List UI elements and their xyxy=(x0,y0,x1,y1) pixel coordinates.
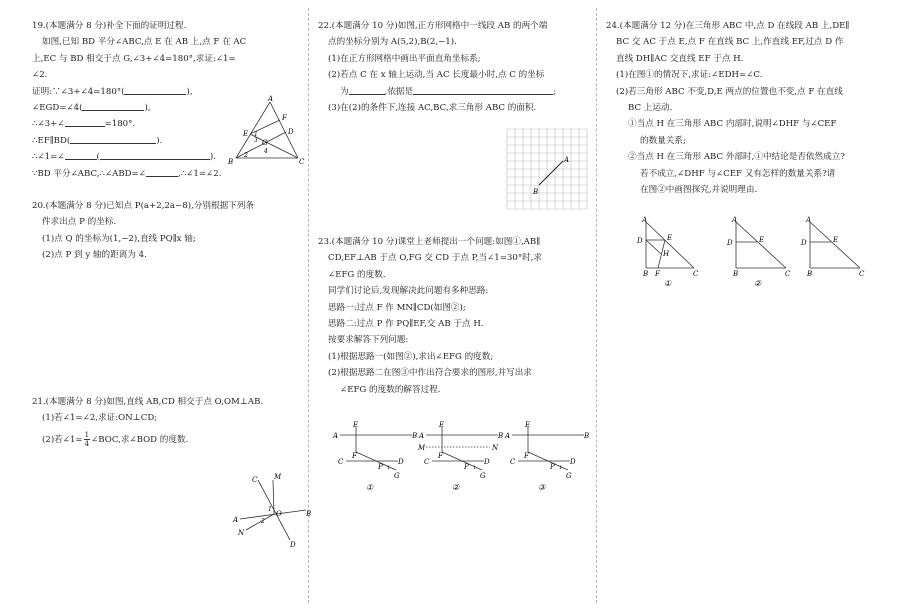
label-C: C xyxy=(785,270,791,278)
answer-blank[interactable] xyxy=(65,149,97,160)
label-P: P xyxy=(464,463,469,471)
label-D: D xyxy=(398,458,404,466)
q23-figure-3 xyxy=(504,422,588,494)
angle-label-1: 1 xyxy=(254,131,258,138)
label-G: G xyxy=(262,139,268,147)
label-E: E xyxy=(833,236,839,244)
label-B: B xyxy=(807,270,813,278)
proof-text: =180°. xyxy=(104,119,136,130)
q21-text: ∠BOC,求∠BOD 的度数. xyxy=(91,434,189,445)
label-P: P xyxy=(378,463,383,471)
q23-text-line: (1)根据思路一(如图②),求出∠EFG 的度数; xyxy=(328,351,494,362)
label-B: B xyxy=(306,510,312,518)
q24-figure-1 xyxy=(634,216,708,288)
label-A: A xyxy=(233,516,239,524)
label-A: A xyxy=(732,216,738,224)
q24-title: 24.(本题满分 12 分)在三角形 ABC 中,点 D 在线段 AB 上,DE∥ xyxy=(606,21,850,31)
proof-text: 证明:∵∠3+∠4=180°( xyxy=(32,86,125,97)
label-D: D xyxy=(288,128,294,136)
answer-blank[interactable] xyxy=(349,84,385,95)
label-A: A xyxy=(268,95,274,103)
label-C: C xyxy=(299,158,305,166)
q22-text: 为 xyxy=(340,86,349,97)
label-F: F xyxy=(352,452,357,460)
q23-text-line: ∠EFG 的度数. xyxy=(328,269,386,280)
angle-label-1: 1 xyxy=(473,465,477,471)
q22-text: ; xyxy=(553,86,557,97)
figure-caption: ① xyxy=(664,279,672,288)
figure-caption: ② xyxy=(754,279,762,288)
segment-AC xyxy=(270,102,298,158)
label-E: E xyxy=(667,234,673,242)
proof-text: ∵BD 平分∠ABC,∴∠ABD=∠ xyxy=(32,168,146,179)
answer-blank[interactable] xyxy=(70,133,156,144)
q22-condition-3: (3)在(2)的条件下,连接 AC,BC,求三角形 ABC 的面积. xyxy=(328,103,537,114)
q22-grid-figure xyxy=(506,128,588,210)
q24-figure-3 xyxy=(798,216,872,288)
label-E: E xyxy=(353,421,359,429)
figure-caption: ② xyxy=(452,483,460,492)
label-C: C xyxy=(338,458,344,466)
label-D: D xyxy=(484,458,490,466)
proof-text: ,∴∠1=∠2. xyxy=(177,168,222,179)
proof-text: ∴EF∥BD( xyxy=(32,135,71,146)
label-B: B xyxy=(228,158,234,166)
label-M: M xyxy=(418,444,426,452)
q24-text-line: 若不成立,∠DHF 与∠CEF 又有怎样的数量关系?请 xyxy=(640,168,836,179)
label-N: N xyxy=(492,444,499,452)
label-A: A xyxy=(505,432,511,440)
q21-title: 21.(本题满分 8 分)如图,直线 AB,CD 相交于点 O,OM⊥AB. xyxy=(32,397,264,407)
q21-text: (2)若∠1= xyxy=(42,434,83,445)
figure-caption: ③ xyxy=(538,483,546,492)
q23-text-line: 思路二:过点 P 作 PQ∥EF,交 AB 于点 H. xyxy=(328,319,484,330)
label-G: G xyxy=(394,472,400,480)
q24-text-line: 直线 DH∥AC 交直线 EF 于点 H. xyxy=(616,53,744,64)
q19-triangle-figure xyxy=(228,96,308,176)
label-P: P xyxy=(550,463,555,471)
angle-label-2: 2 xyxy=(244,152,248,159)
label-A: A xyxy=(642,216,648,224)
proof-text: ∠EGD=∠4( xyxy=(32,103,83,114)
q21-lines-figure xyxy=(230,470,310,550)
q22-title: 22.(本题满分 10 分)如图,正方形网格中一线段 AB 的两个端 xyxy=(318,21,548,31)
angle-label-1: 1 xyxy=(268,506,272,513)
segment-AC xyxy=(810,222,860,268)
q20-condition-1: (1)点 Q 的坐标为(1,−2),直线 PQ∥x 轴; xyxy=(42,233,196,244)
angle-label-1: 1 xyxy=(559,465,563,471)
segment-AC xyxy=(736,222,786,268)
label-C: C xyxy=(693,270,699,278)
label-F: F xyxy=(438,452,443,460)
q22-condition-2: (2)若点 C 在 x 轴上运动,当 AC 长度最小时,点 C 的坐标 xyxy=(328,70,545,81)
q24-text-line: ②当点 H 在三角形 ABC 外部时,①中结论是否依然成立? xyxy=(628,152,845,163)
q22-text-line: 点的坐标分别为 A(5,2),B(2,−1). xyxy=(328,37,457,48)
answer-blank[interactable] xyxy=(82,100,144,111)
angle-label-3: 3 xyxy=(254,137,258,144)
proof-text: ). xyxy=(156,135,163,146)
q23-figure-1 xyxy=(332,422,416,494)
question-24 xyxy=(606,18,886,288)
q19-text-line: 上,EC 与 BD 相交于点 G,∠3+∠4=180°,求证:∠1= xyxy=(32,53,236,64)
answer-blank[interactable] xyxy=(146,166,178,177)
label-E: E xyxy=(243,130,249,138)
fraction-denominator: 4 xyxy=(84,439,90,448)
label-D: D xyxy=(727,239,733,247)
q19-title: 19.(本题满分 8 分)补全下面的证明过程. xyxy=(32,21,187,31)
q24-text-line: BC 上运动. xyxy=(628,103,673,114)
q22-condition-2-cont xyxy=(318,84,590,100)
q23-text-line: 同学们讨论后,发现解决此问题有多种思路: xyxy=(328,286,489,297)
segment-AB xyxy=(539,161,563,185)
angle-label-1: 1 xyxy=(387,465,391,471)
label-E: E xyxy=(759,236,765,244)
label-E: E xyxy=(439,421,445,429)
label-F: F xyxy=(282,114,287,122)
label-B: B xyxy=(533,188,539,196)
q24-text-line: (2)若三角形 ABC 不变,D,E 两点的位置也不变,点 F 在直线 xyxy=(616,86,843,97)
proof-text: ∴∠1=∠ xyxy=(32,152,65,163)
figure-caption: ① xyxy=(366,483,374,492)
label-M: M xyxy=(274,473,282,481)
q23-figure-2 xyxy=(418,422,502,494)
proof-text: ), xyxy=(144,103,151,114)
question-22 xyxy=(318,18,590,196)
label-F: F xyxy=(655,270,660,278)
label-O: O xyxy=(276,510,282,518)
label-D: D xyxy=(637,237,643,245)
label-A: A xyxy=(333,432,339,440)
label-C: C xyxy=(424,458,430,466)
answer-blank[interactable] xyxy=(413,84,553,95)
q24-text-line: 在图②中画图探究,并说明理由. xyxy=(640,185,758,196)
proof-text: ). xyxy=(209,152,216,163)
q20-text-line: 件求出点 P 的坐标. xyxy=(42,217,117,228)
q23-text-line: 按要求解答下列问题: xyxy=(328,335,409,346)
label-B: B xyxy=(733,270,739,278)
angle-label-4: 4 xyxy=(264,148,268,155)
question-20 xyxy=(32,198,304,264)
label-D: D xyxy=(570,458,576,466)
label-C: C xyxy=(252,476,258,484)
label-D: D xyxy=(290,541,296,549)
q21-condition-2 xyxy=(32,431,304,448)
q24-text-line: BC 交 AC 于点 E,点 F 在直线 BC 上,作直线 EF,过点 D 作 xyxy=(616,37,844,48)
label-B: B xyxy=(643,270,649,278)
segment-AC xyxy=(646,222,694,268)
label-G: G xyxy=(566,472,572,480)
proof-text: ∴∠3+∠ xyxy=(32,119,65,130)
angle-label-2: 2 xyxy=(261,518,265,525)
label-G: G xyxy=(480,472,486,480)
label-D: D xyxy=(801,239,807,247)
label-F: F xyxy=(524,452,529,460)
question-21 xyxy=(32,394,312,549)
answer-blank[interactable] xyxy=(65,116,105,127)
fraction-numerator: 1 xyxy=(84,430,90,439)
proof-text: ( xyxy=(96,152,100,163)
q24-text-line: ①当点 H 在三角形 ABC 内部时,说明∠DHF 与∠CEF xyxy=(628,119,837,130)
label-B: B xyxy=(412,432,418,440)
q20-title: 20.(本题满分 8 分)已知点 P(a+2,2a−8),分别根据下列条 xyxy=(32,201,254,211)
q23-text-line: CD,EF⊥AB 于点 O,FG 交 CD 于点 P,当∠1=30°时,求 xyxy=(328,253,543,264)
q22-text: ,依据是 xyxy=(384,86,414,97)
label-A: A xyxy=(806,216,812,224)
q22-condition-1: (1)在正方形网格中画出平面直角坐标系; xyxy=(328,53,481,64)
q24-figure-2 xyxy=(724,216,798,288)
label-A: A xyxy=(419,432,425,440)
q21-condition-1: (1)若∠1=∠2,求证:ON⊥CD; xyxy=(42,413,158,424)
q23-text-line: 思路一:过点 F 作 MN∥CD(如图②); xyxy=(328,302,466,313)
question-19 xyxy=(32,18,304,182)
label-C: C xyxy=(510,458,516,466)
answer-blank[interactable] xyxy=(124,84,186,95)
label-N: N xyxy=(238,529,245,537)
line-DH xyxy=(646,240,661,254)
q23-title: 23.(本题满分 10 分)课堂上老师提出一个问题:如图①,AB∥ xyxy=(318,237,541,247)
q23-text-line: ∠EFG 的度数的解答过程. xyxy=(340,384,441,395)
q19-text-line: ∠2. xyxy=(32,70,48,81)
label-C: C xyxy=(859,270,865,278)
label-A: A xyxy=(564,156,570,164)
q20-condition-2: (2)点 P 到 y 轴的距离为 4. xyxy=(42,250,147,261)
q23-text-line: (2)根据思路二在图③中作出符合要求的图形,并写出求 xyxy=(328,368,532,379)
question-23 xyxy=(318,234,590,492)
fraction xyxy=(84,431,90,448)
answer-blank[interactable] xyxy=(100,149,210,160)
q24-text-line: (1)在图①的情况下,求证:∠EDH=∠C. xyxy=(616,70,763,81)
q24-text-line: 的数量关系; xyxy=(640,135,686,146)
q19-text-line: 如图,已知 BD 平分∠ABC,点 E 在 AB 上,点 F 在 AC xyxy=(42,37,247,48)
label-B: B xyxy=(498,432,504,440)
label-H: H xyxy=(663,250,670,258)
label-E: E xyxy=(525,421,531,429)
proof-text: ), xyxy=(186,86,193,97)
column-divider-2 xyxy=(596,8,597,603)
label-B: B xyxy=(584,432,590,440)
